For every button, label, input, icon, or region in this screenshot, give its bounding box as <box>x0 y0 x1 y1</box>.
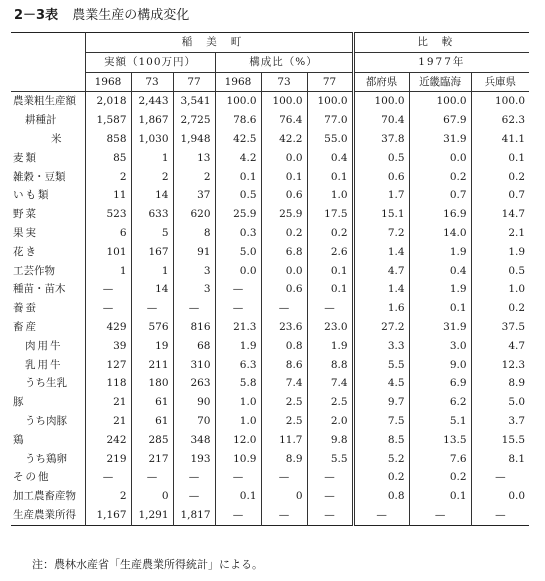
table-row <box>11 149 529 168</box>
table-cell: 1.0 <box>307 186 353 205</box>
table-cell: 0.7 <box>409 186 471 205</box>
table-cell: 0.2 <box>353 468 409 487</box>
table-cell: 310 <box>173 356 215 375</box>
table-cell: 1,817 <box>173 506 215 525</box>
table-cell: 127 <box>85 356 131 375</box>
table-cell: 41.1 <box>471 130 529 149</box>
table-cell: 6.2 <box>409 393 471 412</box>
row-label: その他 <box>13 471 51 484</box>
table-cell: 0.8 <box>353 487 409 506</box>
table-cell: 118 <box>85 374 131 393</box>
row-label: 花き <box>13 245 38 258</box>
row-label: 米 <box>51 132 64 145</box>
table-cell: 14.7 <box>471 205 529 224</box>
table-cell: — <box>353 506 409 525</box>
table-cell: 0.1 <box>307 168 353 187</box>
table-cell: 7.6 <box>409 450 471 469</box>
table-cell: 2.5 <box>307 393 353 412</box>
table-cell: 39 <box>85 337 131 356</box>
table-cell: 76.4 <box>261 111 307 130</box>
table-cell: 2.5 <box>261 393 307 412</box>
table-row <box>11 111 529 130</box>
header-region: 兵庫県 <box>471 72 529 92</box>
table-row <box>11 412 529 431</box>
table-cell: 14 <box>131 186 173 205</box>
table-cell: 5.0 <box>215 243 261 262</box>
table-cell: — <box>215 299 261 318</box>
table-cell: — <box>173 487 215 506</box>
table-cell: 4.5 <box>353 374 409 393</box>
table-row <box>11 431 529 450</box>
table-cell: 816 <box>173 318 215 337</box>
table-cell: 1.0 <box>215 412 261 431</box>
row-label: 雑穀・豆類 <box>13 170 66 183</box>
table-row <box>11 506 529 525</box>
table-cell: 3,541 <box>173 92 215 111</box>
table-cell: 0.0 <box>215 262 261 281</box>
table-row <box>11 243 529 262</box>
row-label: 耕種計 <box>25 114 57 127</box>
table-cell: 193 <box>173 450 215 469</box>
table-cell: 1,587 <box>85 111 131 130</box>
table-title <box>14 4 189 23</box>
table-cell: 42.5 <box>215 130 261 149</box>
table-cell: 61 <box>131 412 173 431</box>
table-cell: 4.2 <box>215 149 261 168</box>
table-row <box>11 280 529 299</box>
table-cell: 42.2 <box>261 130 307 149</box>
table-cell: 1.9 <box>471 243 529 262</box>
table-cell: 31.9 <box>409 130 471 149</box>
table-cell: 1.9 <box>307 337 353 356</box>
table-cell: 25.9 <box>261 205 307 224</box>
table-cell: 61 <box>131 393 173 412</box>
header-year: 77 <box>173 72 215 92</box>
table-cell: — <box>471 506 529 525</box>
table-cell: 23.6 <box>261 318 307 337</box>
table-cell: 3 <box>173 262 215 281</box>
table-row <box>11 318 529 337</box>
table-cell: 6.3 <box>215 356 261 375</box>
table-cell: 1.9 <box>409 243 471 262</box>
table-cell: 0.1 <box>307 280 353 299</box>
table-cell: 0.6 <box>261 186 307 205</box>
table-cell: 348 <box>173 431 215 450</box>
table-cell: 211 <box>131 356 173 375</box>
table-cell: 6.8 <box>261 243 307 262</box>
row-label: 加工農畜産物 <box>13 490 76 503</box>
table-cell: — <box>215 506 261 525</box>
table-cell: 3.7 <box>471 412 529 431</box>
table-row <box>11 468 529 487</box>
table-cell: 0.7 <box>471 186 529 205</box>
table-row <box>11 130 529 149</box>
table-cell: 62.3 <box>471 111 529 130</box>
table-cell: 2.0 <box>307 412 353 431</box>
table-cell: 2.1 <box>471 224 529 243</box>
table-cell: 37.5 <box>471 318 529 337</box>
table-cell: 21 <box>85 412 131 431</box>
header-year: 73 <box>261 72 307 92</box>
table-cell: 100.0 <box>353 92 409 111</box>
table-cell: 0 <box>131 487 173 506</box>
table-cell: 31.9 <box>409 318 471 337</box>
table-cell: 0.5 <box>471 262 529 281</box>
row-label: 工芸作物 <box>13 264 55 277</box>
table-caption: 農業生産の構成変化 <box>72 8 190 23</box>
table-cell: 91 <box>173 243 215 262</box>
table-cell: 0.4 <box>307 149 353 168</box>
table-cell: 1.4 <box>353 243 409 262</box>
table-cell: 1 <box>131 149 173 168</box>
table-cell: 7.5 <box>353 412 409 431</box>
table-cell: 0.5 <box>353 149 409 168</box>
table-cell: 0.3 <box>215 224 261 243</box>
row-label: 野菜 <box>13 208 38 221</box>
header-year: 77 <box>307 72 353 92</box>
table-cell: 0.2 <box>261 224 307 243</box>
table-cell: 1 <box>131 262 173 281</box>
table-row <box>11 262 529 281</box>
table-cell: 242 <box>85 431 131 450</box>
table-cell: 633 <box>131 205 173 224</box>
table-cell: 90 <box>173 393 215 412</box>
table-cell: 0 <box>261 487 307 506</box>
table-cell: 1,867 <box>131 111 173 130</box>
table-cell: 2.6 <box>307 243 353 262</box>
table-cell: 15.1 <box>353 205 409 224</box>
table-cell: — <box>307 468 353 487</box>
header-corner-3 <box>11 72 85 92</box>
table-cell: — <box>85 468 131 487</box>
row-label: 肉用牛 <box>25 339 63 352</box>
table-cell: 37.8 <box>353 130 409 149</box>
table-cell: — <box>85 299 131 318</box>
table-cell: 7.4 <box>307 374 353 393</box>
table-cell: 219 <box>85 450 131 469</box>
table-row <box>11 337 529 356</box>
table-cell: 7.2 <box>353 224 409 243</box>
table-cell: — <box>131 468 173 487</box>
row-label: 農業粗生産額 <box>13 95 76 108</box>
row-label: 果実 <box>13 226 38 239</box>
table-cell: 8.5 <box>353 431 409 450</box>
table-cell: 101 <box>85 243 131 262</box>
table-cell: 25.9 <box>215 205 261 224</box>
table-cell: 8.9 <box>261 450 307 469</box>
table-cell: 1.6 <box>353 299 409 318</box>
table-cell: 5.8 <box>215 374 261 393</box>
table-cell: 68 <box>173 337 215 356</box>
header-corner <box>11 33 85 53</box>
table-cell: 27.2 <box>353 318 409 337</box>
table-cell: 5 <box>131 224 173 243</box>
table-cell: — <box>173 299 215 318</box>
header-corner-2 <box>11 52 85 72</box>
table-cell: 0.2 <box>409 468 471 487</box>
table-cell: 0.1 <box>215 487 261 506</box>
row-label: うち生乳 <box>25 377 67 390</box>
table-cell: 3.3 <box>353 337 409 356</box>
table-cell: 2 <box>85 168 131 187</box>
table-cell: 0.0 <box>471 487 529 506</box>
table-cell: — <box>307 487 353 506</box>
production-table <box>11 32 529 526</box>
table-cell: 17.5 <box>307 205 353 224</box>
row-label: 種苗・苗木 <box>13 283 66 296</box>
table-cell: 0.6 <box>353 168 409 187</box>
table-cell: 8.1 <box>471 450 529 469</box>
table-cell: 1.9 <box>215 337 261 356</box>
table-cell: 9.7 <box>353 393 409 412</box>
table-cell: 0.8 <box>261 337 307 356</box>
table-row <box>11 92 529 111</box>
table-cell: 2,725 <box>173 111 215 130</box>
table-cell: 1,948 <box>173 130 215 149</box>
table-cell: 180 <box>131 374 173 393</box>
table-cell: 0.2 <box>471 168 529 187</box>
table-cell: 0.4 <box>409 262 471 281</box>
table-cell: 429 <box>85 318 131 337</box>
table-note: 注：農林水産省「生産農業所得統計」による。 <box>32 558 263 571</box>
table-number: 2－3表 <box>14 8 59 23</box>
header-year: 1968 <box>85 72 131 92</box>
table-cell: 11 <box>85 186 131 205</box>
table-cell: 78.6 <box>215 111 261 130</box>
table-cell: 9.0 <box>409 356 471 375</box>
table-cell: 3 <box>173 280 215 299</box>
table-cell: 9.8 <box>307 431 353 450</box>
table-cell: 1.0 <box>215 393 261 412</box>
table-row <box>11 186 529 205</box>
table-cell: 16.9 <box>409 205 471 224</box>
table-cell: 85 <box>85 149 131 168</box>
table-cell: 7.4 <box>261 374 307 393</box>
table-cell: — <box>85 280 131 299</box>
table-row <box>11 374 529 393</box>
table-cell: 11.7 <box>261 431 307 450</box>
table-cell: 0.1 <box>471 149 529 168</box>
table-cell: 1,030 <box>131 130 173 149</box>
table-cell: 0.2 <box>471 299 529 318</box>
table-row <box>11 356 529 375</box>
table-cell: — <box>261 468 307 487</box>
table-cell: 13 <box>173 149 215 168</box>
table-cell: 5.0 <box>471 393 529 412</box>
table-cell: 5.2 <box>353 450 409 469</box>
table-cell: 100.0 <box>409 92 471 111</box>
row-label: うち肉豚 <box>25 414 67 427</box>
table-cell: 2.5 <box>261 412 307 431</box>
table-cell: 0.0 <box>409 149 471 168</box>
row-label: 畜産 <box>13 320 38 333</box>
table-row <box>11 299 529 318</box>
table-cell: 100.0 <box>261 92 307 111</box>
table-cell: 100.0 <box>471 92 529 111</box>
table-cell: 70.4 <box>353 111 409 130</box>
table-row <box>11 393 529 412</box>
table-cell: — <box>261 299 307 318</box>
table-cell: — <box>215 468 261 487</box>
header-year-1977: 1977年 <box>353 52 529 72</box>
table-cell: 100.0 <box>215 92 261 111</box>
table-cell: 100.0 <box>307 92 353 111</box>
table-cell: 67.9 <box>409 111 471 130</box>
table-cell: 576 <box>131 318 173 337</box>
table-cell: 77.0 <box>307 111 353 130</box>
table-cell: 0.1 <box>409 299 471 318</box>
row-label: 乳用牛 <box>25 358 63 371</box>
table-cell: 0.1 <box>215 168 261 187</box>
table-cell: 6 <box>85 224 131 243</box>
header-kouseihi: 構成比（%） <box>215 52 353 72</box>
header-comparison: 比較 <box>353 33 529 53</box>
row-label: 豚 <box>13 396 26 409</box>
table-cell: 1,291 <box>131 506 173 525</box>
table-cell: — <box>307 506 353 525</box>
row-label: 生産農業所得 <box>13 508 76 521</box>
row-label: 麦類 <box>13 151 38 164</box>
table-cell: 858 <box>85 130 131 149</box>
table-cell: 2 <box>131 168 173 187</box>
table-cell: 55.0 <box>307 130 353 149</box>
table-cell: 285 <box>131 431 173 450</box>
table-cell: 4.7 <box>353 262 409 281</box>
table-cell: — <box>409 506 471 525</box>
table-cell: 70 <box>173 412 215 431</box>
table-cell: 2 <box>173 168 215 187</box>
table-cell: 1,167 <box>85 506 131 525</box>
table-cell: 14 <box>131 280 173 299</box>
table-cell: — <box>307 299 353 318</box>
table-cell: 8 <box>173 224 215 243</box>
table-cell: 5.5 <box>307 450 353 469</box>
table-cell: 0.1 <box>307 262 353 281</box>
table-cell: 0.0 <box>261 262 307 281</box>
table-cell: 0.1 <box>409 487 471 506</box>
table-cell: 0.6 <box>261 280 307 299</box>
header-region: 近畿臨海 <box>409 72 471 92</box>
table-cell: — <box>173 468 215 487</box>
table-cell: 21 <box>85 393 131 412</box>
row-label: いも類 <box>13 189 51 202</box>
table-row <box>11 450 529 469</box>
table-cell: 1.0 <box>471 280 529 299</box>
header-region: 都府県 <box>353 72 409 92</box>
table-cell: — <box>215 280 261 299</box>
table-cell: 19 <box>131 337 173 356</box>
row-label: 鶏 <box>13 433 26 446</box>
table-cell: 5.5 <box>353 356 409 375</box>
table-cell: — <box>131 299 173 318</box>
table-cell: 2,443 <box>131 92 173 111</box>
table-cell: 8.9 <box>471 374 529 393</box>
table-cell: 217 <box>131 450 173 469</box>
table-cell: 263 <box>173 374 215 393</box>
table-cell: 167 <box>131 243 173 262</box>
table-cell: 10.9 <box>215 450 261 469</box>
table-row <box>11 487 529 506</box>
table-cell: 14.0 <box>409 224 471 243</box>
header-town: 稲美町 <box>85 33 353 53</box>
table-cell: 13.5 <box>409 431 471 450</box>
table-cell: 37 <box>173 186 215 205</box>
table-cell: 2,018 <box>85 92 131 111</box>
table-cell: 2 <box>85 487 131 506</box>
table-cell: 0.0 <box>261 149 307 168</box>
table-cell: 8.8 <box>307 356 353 375</box>
table-cell: 3.0 <box>409 337 471 356</box>
row-label: うち鶏卵 <box>25 452 67 465</box>
table-cell: 0.2 <box>409 168 471 187</box>
table-cell: 620 <box>173 205 215 224</box>
table-cell: 8.6 <box>261 356 307 375</box>
table-cell: 12.0 <box>215 431 261 450</box>
table-cell: 1.7 <box>353 186 409 205</box>
table-row <box>11 168 529 187</box>
table-cell: 4.7 <box>471 337 529 356</box>
header-jitsugaku: 実額（100万円） <box>85 52 215 72</box>
table-cell: — <box>471 468 529 487</box>
table-cell: 1.9 <box>409 280 471 299</box>
table-cell: 12.3 <box>471 356 529 375</box>
header-year: 1968 <box>215 72 261 92</box>
table-cell: 0.2 <box>307 224 353 243</box>
table-row <box>11 224 529 243</box>
table-cell: 23.0 <box>307 318 353 337</box>
row-label: 養蚕 <box>13 302 38 315</box>
table-cell: 523 <box>85 205 131 224</box>
table-cell: 15.5 <box>471 431 529 450</box>
table-cell: 0.5 <box>215 186 261 205</box>
table-cell: 1 <box>85 262 131 281</box>
table-cell: 5.1 <box>409 412 471 431</box>
table-row <box>11 205 529 224</box>
table-cell: 21.3 <box>215 318 261 337</box>
table-cell: 1.4 <box>353 280 409 299</box>
table-cell: 6.9 <box>409 374 471 393</box>
header-year: 73 <box>131 72 173 92</box>
table-cell: — <box>261 506 307 525</box>
table-cell: 0.1 <box>261 168 307 187</box>
